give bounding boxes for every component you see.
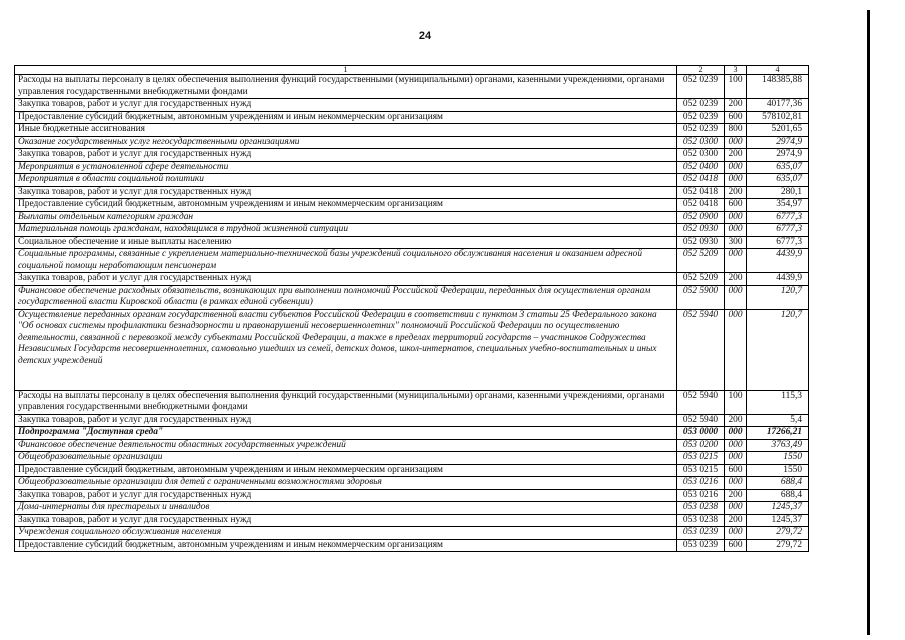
row-code-cell: 052 0930: [677, 236, 725, 249]
row-type-cell: 200: [725, 149, 747, 162]
row-amount-cell: 3763,49: [747, 439, 809, 452]
row-code-cell: 052 0418: [677, 199, 725, 212]
row-type-cell: 000: [725, 285, 747, 309]
row-amount-cell: 635,07: [747, 174, 809, 187]
row-name-cell: Закупка товаров, работ и услуг для государственных нужд: [15, 414, 677, 427]
row-code-cell: 052 0418: [677, 186, 725, 199]
row-name-cell: Закупка товаров, работ и услуг для государственных нужд: [15, 186, 677, 199]
row-amount-cell: 354,97: [747, 199, 809, 212]
row-type-cell: 200: [725, 514, 747, 527]
row-code-cell: 053 0216: [677, 489, 725, 502]
table-row: [15, 161, 809, 174]
row-type-cell: 000: [725, 427, 747, 440]
row-type-cell: 000: [725, 309, 747, 390]
row-code-cell: 052 0239: [677, 75, 725, 99]
row-type-cell: 000: [725, 527, 747, 540]
row-code-cell: 053 0239: [677, 539, 725, 552]
row-amount-cell: 148385,88: [747, 75, 809, 99]
table-row: [15, 149, 809, 162]
row-amount-cell: 120,7: [747, 309, 809, 390]
row-type-cell: 600: [725, 539, 747, 552]
table-row: [15, 174, 809, 187]
row-code-cell: 052 0239: [677, 99, 725, 112]
row-name-cell: Учреждения социального обслуживания населения: [15, 527, 677, 540]
row-code-cell: 052 5209: [677, 273, 725, 286]
row-name-cell: Иные бюджетные ассигнования: [15, 124, 677, 137]
row-amount-cell: 5,4: [747, 414, 809, 427]
row-code-cell: 052 5940: [677, 309, 725, 390]
table-row: [15, 211, 809, 224]
row-name-cell: Закупка товаров, работ и услуг для государственных нужд: [15, 99, 677, 112]
table-row: [15, 489, 809, 502]
row-type-cell: 000: [725, 211, 747, 224]
row-code-cell: 052 0930: [677, 224, 725, 237]
row-type-cell: 600: [725, 111, 747, 124]
row-code-cell: 053 0200: [677, 439, 725, 452]
row-amount-cell: 4439,9: [747, 249, 809, 273]
table-row: [15, 309, 809, 390]
table-row: [15, 390, 809, 414]
row-name-cell: Общеобразовательные организации для детей с ограниченными возможностями здоровья: [15, 477, 677, 490]
table-row: [15, 539, 809, 552]
row-type-cell: 600: [725, 199, 747, 212]
row-name-cell: Оказание государственных услуг негосударственными организациями: [15, 136, 677, 149]
table-row: [15, 414, 809, 427]
row-name-cell: Социальные программы, связанные с укреплением материально-технической базы учреждений социального обслуживания населения и оказанием адресной социальной помощи неработающим пенсионерам: [15, 249, 677, 273]
row-amount-cell: 6777,3: [747, 236, 809, 249]
table-row: [15, 75, 809, 99]
row-amount-cell: 115,3: [747, 390, 809, 414]
row-type-cell: 000: [725, 136, 747, 149]
table-header-row: [15, 66, 809, 75]
table-row: [15, 186, 809, 199]
row-type-cell: 000: [725, 452, 747, 465]
row-name-cell: Предоставление субсидий бюджетным, автономным учреждениям и иным некоммерческим организациям: [15, 199, 677, 212]
row-code-cell: 053 0238: [677, 514, 725, 527]
row-amount-cell: 280,1: [747, 186, 809, 199]
table-row: [15, 452, 809, 465]
row-name-cell: Расходы на выплаты персоналу в целях обеспечения выполнения функций государственными (муниципальными) органами, казенными учреждениями, органами управления государственными внебюджетными фондами: [15, 390, 677, 414]
table-row: [15, 99, 809, 112]
row-amount-cell: 2974,9: [747, 136, 809, 149]
row-amount-cell: 6777,3: [747, 224, 809, 237]
row-amount-cell: 1245,37: [747, 502, 809, 515]
row-type-cell: 300: [725, 236, 747, 249]
table-row: [15, 199, 809, 212]
row-name-cell: Материальная помощь гражданам, находящимся в трудной жизненной ситуации: [15, 224, 677, 237]
row-amount-cell: 6777,3: [747, 211, 809, 224]
table-row: [15, 514, 809, 527]
row-code-cell: 053 0000: [677, 427, 725, 440]
row-type-cell: 200: [725, 99, 747, 112]
table-row: [15, 111, 809, 124]
row-amount-cell: 688,4: [747, 477, 809, 490]
row-name-cell: Мероприятия в установленной сфере деятельности: [15, 161, 677, 174]
row-code-cell: 052 0239: [677, 111, 725, 124]
page-number: 24: [418, 30, 432, 42]
header-col-3: 3: [725, 66, 747, 75]
page-edge-rule: [867, 10, 870, 635]
row-type-cell: 200: [725, 414, 747, 427]
row-code-cell: 052 5940: [677, 414, 725, 427]
row-name-cell: Закупка товаров, работ и услуг для государственных нужд: [15, 149, 677, 162]
row-type-cell: 600: [725, 464, 747, 477]
row-name-cell: Финансовое обеспечение расходных обязательств, возникающих при выполнении полномочий Российской Федерации, переданных для осуществления органам государственной власти Кировской области (в рамках единой субвенции): [15, 285, 677, 309]
row-amount-cell: 4439,9: [747, 273, 809, 286]
table-row: [15, 124, 809, 137]
table-row: [15, 439, 809, 452]
row-type-cell: 000: [725, 224, 747, 237]
row-type-cell: 000: [725, 249, 747, 273]
row-name-cell: Осуществление переданных органам государственной власти субъектов Российской Федерации в соответствии с пунктом 3 статьи 25 Федерального закона "Об основах системы профилактики безнадзорности и правонарушений несовершеннолетних" полномочий Российской Федерации по осуществлению деятельности, связанной с перевозкой между субъектами Российской Федерации, а также в пределах территорий государств – участников Содружества Независимых Государств несовершеннолетних, самовольно ушедших из семей, детских домов, школ-интернатов, специальных учебно-воспитательных и иных детских учреждений: [15, 309, 677, 390]
row-amount-cell: 120,7: [747, 285, 809, 309]
row-type-cell: 100: [725, 390, 747, 414]
row-type-cell: 800: [725, 124, 747, 137]
table-row: [15, 285, 809, 309]
row-name-cell: Социальное обеспечение и иные выплаты населению: [15, 236, 677, 249]
table-row: [15, 249, 809, 273]
table-row: [15, 224, 809, 237]
row-type-cell: 000: [725, 477, 747, 490]
row-code-cell: 053 0239: [677, 527, 725, 540]
row-type-cell: 100: [725, 75, 747, 99]
table-row: [15, 273, 809, 286]
table-row: [15, 427, 809, 440]
table-row: [15, 477, 809, 490]
row-amount-cell: 635,07: [747, 161, 809, 174]
row-type-cell: 000: [725, 502, 747, 515]
row-amount-cell: 1245,37: [747, 514, 809, 527]
row-code-cell: 052 0239: [677, 124, 725, 137]
row-code-cell: 052 0400: [677, 161, 725, 174]
row-code-cell: 053 0215: [677, 464, 725, 477]
row-amount-cell: 279,72: [747, 539, 809, 552]
row-code-cell: 052 0418: [677, 174, 725, 187]
row-name-cell: Подпрограмма "Доступная среда": [15, 427, 677, 440]
row-name-cell: Предоставление субсидий бюджетным, автономным учреждениям и иным некоммерческим организациям: [15, 464, 677, 477]
row-type-cell: 200: [725, 273, 747, 286]
row-code-cell: 052 0300: [677, 149, 725, 162]
row-amount-cell: 40177,36: [747, 99, 809, 112]
budget-table: [14, 65, 809, 552]
row-type-cell: 200: [725, 186, 747, 199]
row-type-cell: 000: [725, 174, 747, 187]
table-row: [15, 502, 809, 515]
row-name-cell: Мероприятия в области социальной политики: [15, 174, 677, 187]
header-col-4: 4: [747, 66, 809, 75]
row-name-cell: Финансовое обеспечение деятельности областных государственных учреждений: [15, 439, 677, 452]
row-name-cell: Дома-интернаты для престарелых и инвалидов: [15, 502, 677, 515]
row-code-cell: 052 0300: [677, 136, 725, 149]
row-name-cell: Общеобразовательные организации: [15, 452, 677, 465]
row-type-cell: 200: [725, 489, 747, 502]
row-code-cell: 053 0215: [677, 452, 725, 465]
row-name-cell: Предоставление субсидий бюджетным, автономным учреждениям и иным некоммерческим организациям: [15, 539, 677, 552]
table-row: [15, 136, 809, 149]
row-name-cell: Закупка товаров, работ и услуг для государственных нужд: [15, 514, 677, 527]
row-amount-cell: 1550: [747, 452, 809, 465]
row-type-cell: 000: [725, 439, 747, 452]
row-code-cell: 052 5209: [677, 249, 725, 273]
row-amount-cell: 279,72: [747, 527, 809, 540]
row-code-cell: 053 0216: [677, 477, 725, 490]
row-amount-cell: 5201,65: [747, 124, 809, 137]
row-amount-cell: 2974,9: [747, 149, 809, 162]
table-row: [15, 464, 809, 477]
row-amount-cell: 688,4: [747, 489, 809, 502]
table-row: [15, 236, 809, 249]
row-type-cell: 000: [725, 161, 747, 174]
row-name-cell: Предоставление субсидий бюджетным, автономным учреждениям и иным некоммерческим организациям: [15, 111, 677, 124]
row-code-cell: 053 0238: [677, 502, 725, 515]
table-row: [15, 527, 809, 540]
row-amount-cell: 1550: [747, 464, 809, 477]
header-col-2: 2: [677, 66, 725, 75]
row-amount-cell: 578102,81: [747, 111, 809, 124]
row-code-cell: 052 5940: [677, 390, 725, 414]
row-name-cell: Закупка товаров, работ и услуг для государственных нужд: [15, 489, 677, 502]
row-name-cell: Закупка товаров, работ и услуг для государственных нужд: [15, 273, 677, 286]
row-name-cell: Выплаты отдельным категориям граждан: [15, 211, 677, 224]
row-name-cell: Расходы на выплаты персоналу в целях обеспечения выполнения функций государственными (муниципальными) органами, казенными учреждениями, органами управления государственными внебюджетными фондами: [15, 75, 677, 99]
header-col-1: 1: [15, 66, 677, 75]
row-code-cell: 052 0900: [677, 211, 725, 224]
row-code-cell: 052 5900: [677, 285, 725, 309]
row-amount-cell: 17266,21: [747, 427, 809, 440]
